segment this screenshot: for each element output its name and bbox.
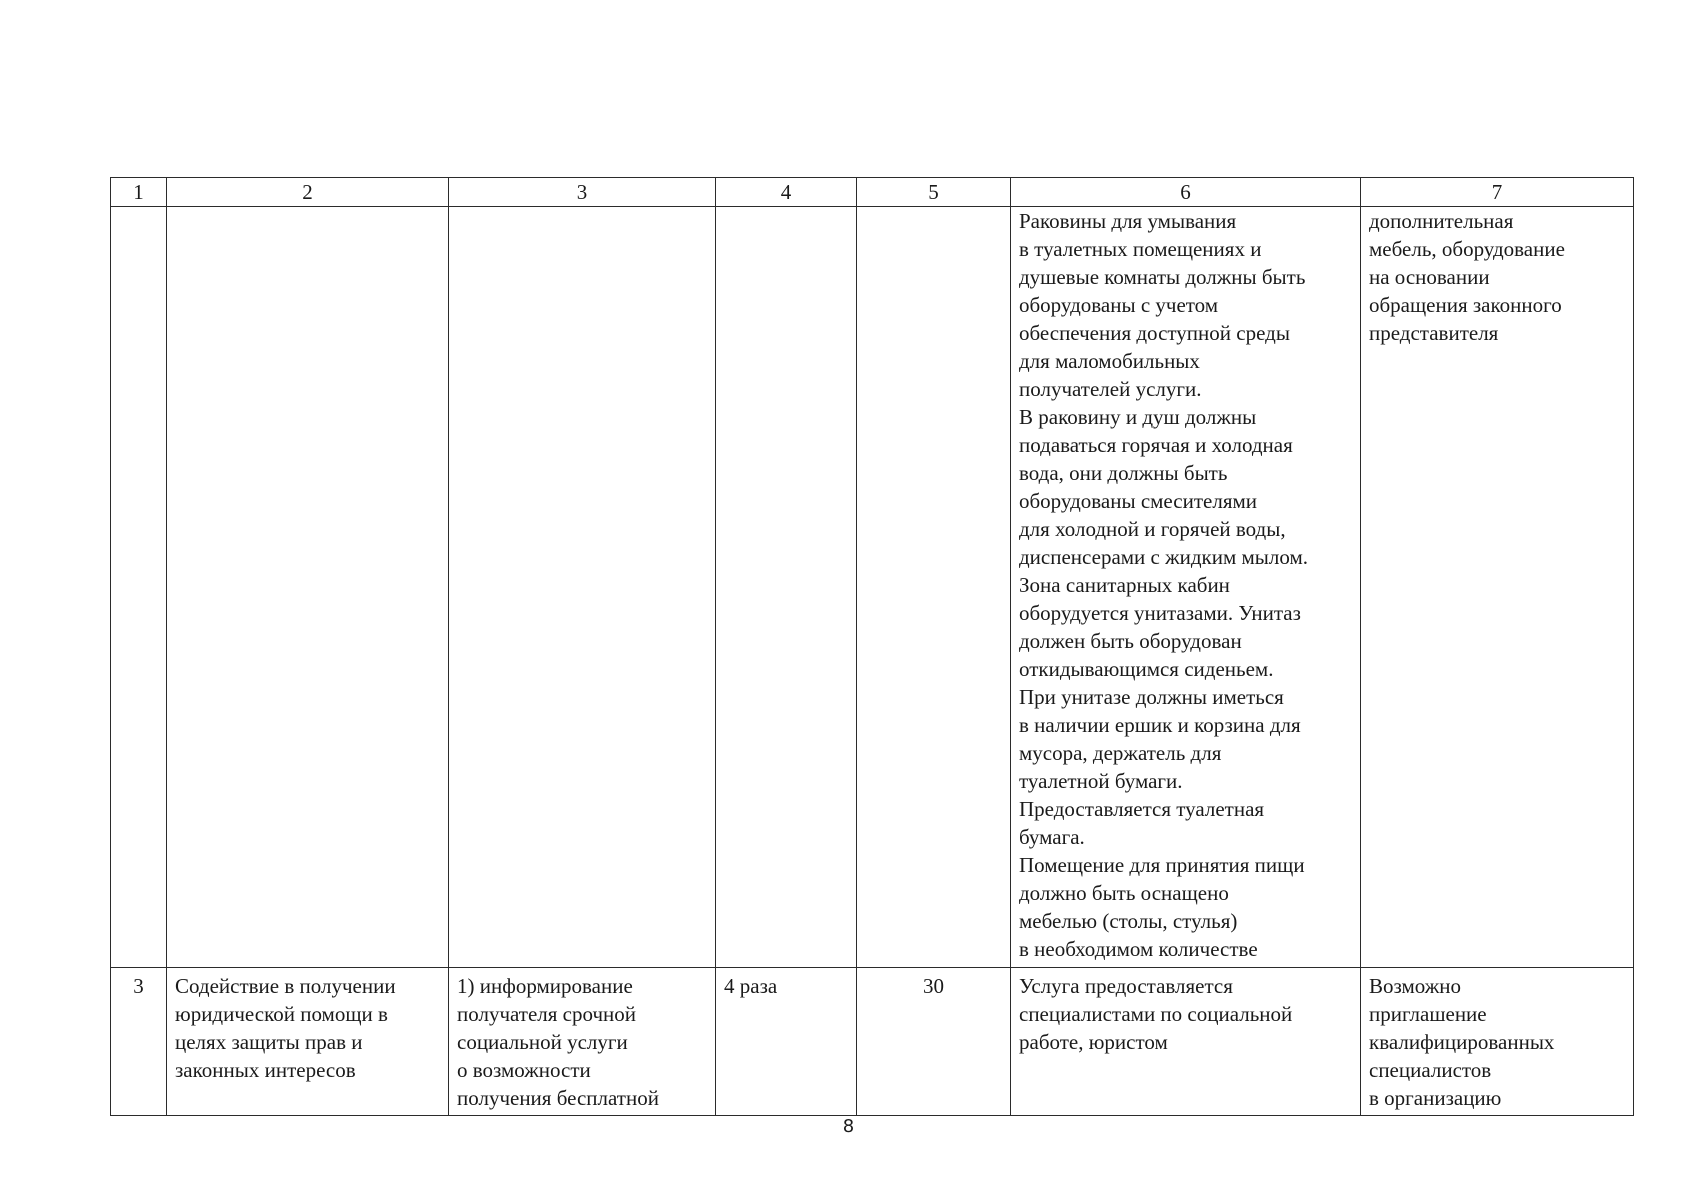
text-line: о возможности	[457, 1058, 591, 1082]
text-line: В раковину и душ должны	[1019, 405, 1257, 429]
text-line: специалистами по социальной	[1019, 1002, 1293, 1026]
header-col-2: 2	[167, 178, 449, 207]
header-col-7: 7	[1361, 178, 1634, 207]
text-line: социальной услуги	[457, 1030, 628, 1054]
cell-content	[449, 968, 716, 1116]
text-line: Предоставляется туалетная	[1019, 797, 1265, 821]
text-line: диспенсерами с жидким мылом.	[1019, 545, 1309, 569]
header-row	[111, 178, 1634, 207]
text-line: подаваться горячая и холодная	[1019, 433, 1293, 457]
text-line: получателей услуги.	[1019, 377, 1202, 401]
text-line: оборудованы с учетом	[1019, 293, 1219, 317]
text-line: обращения законного	[1369, 293, 1562, 317]
text-line: законных интересов	[175, 1058, 356, 1082]
header-col-5: 5	[857, 178, 1011, 207]
text-line: должен быть оборудован	[1019, 629, 1242, 653]
text-line: Помещение для принятия пищи	[1019, 853, 1305, 877]
page-number: 8	[842, 1116, 855, 1137]
cell-number	[111, 207, 167, 968]
text-line: приглашение	[1369, 1002, 1487, 1026]
text-line: При унитазе должны иметься	[1019, 685, 1284, 709]
text-line: мебелью (столы, стулья)	[1019, 909, 1238, 933]
text-line: мусора, держатель для	[1019, 741, 1222, 765]
text-line: специалистов	[1369, 1058, 1492, 1082]
text-line: дополнительная	[1369, 209, 1514, 233]
cell-duration: 30	[857, 968, 1011, 1116]
cell-conditions	[1011, 968, 1361, 1116]
cell-frequency: 4 раза	[716, 968, 857, 1116]
text-line: для холодной и горячей воды,	[1019, 517, 1286, 541]
text-line: целях защиты прав и	[175, 1030, 363, 1054]
table-row-continuation	[111, 207, 1634, 968]
cell-service	[167, 968, 449, 1116]
header-col-6: 6	[1011, 178, 1361, 207]
text-line: на основании	[1369, 265, 1490, 289]
text-line: получателя срочной	[457, 1002, 636, 1026]
header-col-3: 3	[449, 178, 716, 207]
text-line: работе, юристом	[1019, 1030, 1168, 1054]
text-line: в организацию	[1369, 1086, 1502, 1110]
cell-content	[449, 207, 716, 968]
cell-conditions	[1011, 207, 1361, 968]
text-line: юридической помощи в	[175, 1002, 388, 1026]
header-col-4: 4	[716, 178, 857, 207]
text-line: в наличии ершик и корзина для	[1019, 713, 1301, 737]
text-line: в туалетных помещениях и	[1019, 237, 1262, 261]
text-line: оборудуется унитазами. Унитаз	[1019, 601, 1301, 625]
cell-notes	[1361, 207, 1634, 968]
text-line: Возможно	[1369, 974, 1462, 998]
text-line: для маломобильных	[1019, 349, 1200, 373]
services-table	[110, 177, 1634, 1116]
text-line: получения бесплатной	[457, 1086, 659, 1110]
text-line: Зона санитарных кабин	[1019, 573, 1230, 597]
cell-number: 3	[111, 968, 167, 1116]
text-line: Содействие в получении	[175, 974, 396, 998]
cell-duration	[857, 207, 1011, 968]
cell-service	[167, 207, 449, 968]
cell-notes	[1361, 968, 1634, 1116]
text-line: обеспечения доступной среды	[1019, 321, 1290, 345]
header-col-1: 1	[111, 178, 167, 207]
text-line: 1) информирование	[457, 974, 633, 998]
text-line: должно быть оснащено	[1019, 881, 1229, 905]
document-sheet	[110, 177, 1633, 1116]
text-line: туалетной бумаги.	[1019, 769, 1183, 793]
text-line: бумага.	[1019, 825, 1085, 849]
text-line: Услуга предоставляется	[1019, 974, 1233, 998]
text-line: квалифицированных	[1369, 1030, 1555, 1054]
text-line: душевые комнаты должны быть	[1019, 265, 1306, 289]
text-line: Раковины для умывания	[1019, 209, 1237, 233]
text-line: представителя	[1369, 321, 1499, 345]
cell-frequency	[716, 207, 857, 968]
text-line: откидывающимся сиденьем.	[1019, 657, 1274, 681]
text-line: мебель, оборудование	[1369, 237, 1565, 261]
text-line: вода, они должны быть	[1019, 461, 1228, 485]
text-line: оборудованы смесителями	[1019, 489, 1258, 513]
text-line: в необходимом количестве	[1019, 937, 1258, 961]
table-row-3	[111, 968, 1634, 1116]
